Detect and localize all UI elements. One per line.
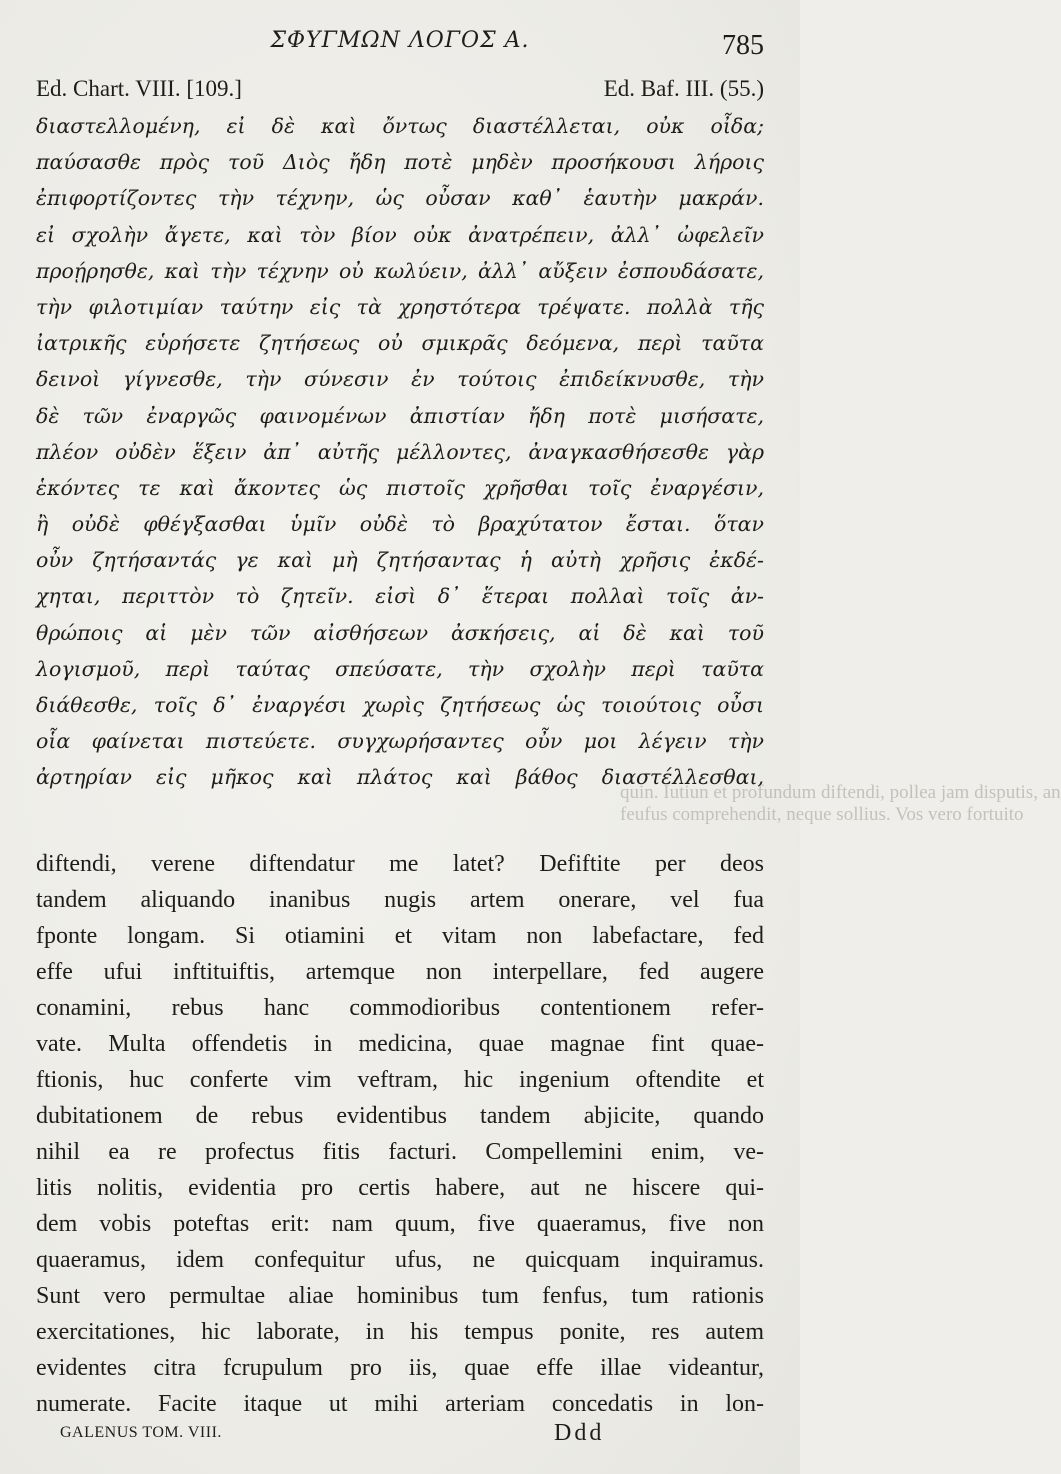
greek-text-line: χηται, περιττὸν τὸ ζητεῖν. εἰσὶ δ᾽ ἕτεραι πολλαὶ τοῖς ἀν- xyxy=(36,584,764,609)
sheet-signature-mark: Ddd xyxy=(554,1420,605,1446)
latin-text-line: dem vobis poteftas erit: nam quum, five quaeramus, five non xyxy=(36,1211,764,1237)
bleed-through-line: quin. Iutiun et profundum diftendi, pollea jam disputis, an xyxy=(620,782,1061,803)
bleed-through-text xyxy=(620,782,1061,826)
latin-text-line: litis nolitis, evidentia pro certis habere, aut ne hiscere qui- xyxy=(36,1175,764,1201)
bleed-through-line: feufus comprehendit, neque sollius. Vos vero fortuito xyxy=(620,804,1024,825)
latin-text-line: quaeramus, idem confequitur ufus, ne quicquam inquiramus. xyxy=(36,1247,764,1273)
greek-text-line: οἷα φαίνεται πιστεύετε. συγχωρήσαντες οὖν μοι λέγειν τὴν xyxy=(36,729,764,754)
greek-text-line: τὴν φιλοτιμίαν ταύτην εἰς τὰ χρηστότερα τρέψατε. πολλὰ τῆς xyxy=(36,294,764,319)
page-footer xyxy=(60,1420,680,1450)
greek-text-line: θρώποις αἱ μὲν τῶν αἰσθήσεων ἀσκήσεις, αἱ δὲ καὶ τοῦ xyxy=(36,620,764,645)
edition-chartier-reference: Ed. Chart. VIII. [109.] xyxy=(36,76,242,101)
greek-text-line: ἑκόντες τε καὶ ἄκοντες ὡς πιστοῖς χρῆσθαι τοῖς ἐναργέσιν, xyxy=(36,475,764,500)
greek-text-line: παύσασθε πρὸς τοῦ Διὸς ἤδη ποτὲ μηδὲν προσήκουσι λήροις xyxy=(36,150,764,175)
latin-text-line: conamini, rebus hanc commodioribus contentionem refer- xyxy=(36,995,764,1021)
latin-text-line: effe ufui inftituiftis, artemque non interpellare, fed augere xyxy=(36,959,764,985)
latin-text-line: exercitationes, hic laborate, in his tempus ponite, res autem xyxy=(36,1319,764,1345)
latin-text-line: tandem aliquando inanibus nugis artem onerare, vel fua xyxy=(36,887,764,913)
greek-text-line: δὲ τῶν ἐναργῶς φαινομένων ἀπιστίαν ἤδη ποτὲ μισήσατε, xyxy=(36,403,764,428)
greek-text-line: πλέον οὐδὲν ἕξειν ἀπ᾽ αὐτῆς μέλλοντες, ἀναγκασθήσεσθε γὰρ xyxy=(36,439,764,464)
latin-translation-block xyxy=(36,846,764,1422)
greek-text-line: προῄρησθε, καὶ τὴν τέχνην οὐ κωλύειν, ἀλλ᾽ αὔξειν ἐσπουδάσατε, xyxy=(36,258,764,283)
latin-text-line: numerate. Facite itaque ut mihi arteriam concedatis in lon- xyxy=(36,1391,764,1417)
greek-text-line: ἰατρικῆς εὑρήσετε ζητήσεως οὐ σμικρᾶς δεόμενα, περὶ ταῦτα xyxy=(36,331,764,356)
volume-signature: GALENUS TOM. VIII. xyxy=(60,1424,222,1441)
greek-text-line: λογισμοῦ, περὶ ταύτας σπεύσατε, τὴν σχολὴν περὶ ταῦτα xyxy=(36,656,764,681)
latin-text-line: vate. Multa offendetis in medicina, quae magnae fint quae- xyxy=(36,1031,764,1057)
latin-text-line: ftionis, huc conferte vim veftram, hic ingenium oftendite et xyxy=(36,1067,764,1093)
latin-text-line: Sunt vero permultae aliae hominibus tum fenfus, tum rationis xyxy=(36,1283,764,1309)
greek-text-line: ἢ οὐδὲ φθέγξασθαι ὑμῖν οὐδὲ τὸ βραχύτατον ἔσται. ὅταν xyxy=(36,512,764,537)
greek-text-line: εἰ σχολὴν ἄγετε, καὶ τὸν βίον οὐκ ἀνατρέπειν, ἀλλ᾽ ὠφελεῖν xyxy=(36,222,764,247)
page-number: 785 xyxy=(722,30,764,61)
latin-text-line: nihil ea re profectus fitis facturi. Compellemini enim, ve- xyxy=(36,1139,764,1165)
greek-text-line: διαστελλομένη, εἰ δὲ καὶ ὄντως διαστέλλεται, οὐκ οἶδα; xyxy=(36,114,764,138)
greek-text-line: διάθεσθε, τοῖς δ᾽ ἐναργέσι χωρὶς ζητήσεως ὡς τοιούτοις οὖσι xyxy=(36,693,764,717)
greek-text-line: ἐπιφορτίζοντες τὴν τέχνην, ὡς οὖσαν καθ᾽ ἑαυτὴν μακράν. xyxy=(36,186,764,211)
latin-text-line: dubitationem de rebus evidentibus tandem abjicite, quando xyxy=(36,1103,764,1129)
latin-text-line: fponte longam. Si otiamini et vitam non labefactare, fed xyxy=(36,923,764,949)
greek-text-line: ἀρτηρίαν εἰς μῆκος καὶ πλάτος καὶ βάθος διαστέλλεσθαι, xyxy=(36,765,764,790)
latin-text-line: diftendi, verene diftendatur me latet? Defiftite per deos xyxy=(36,851,764,877)
latin-text-line: evidentes citra fcrupulum pro iis, quae effe illae videantur, xyxy=(36,1355,764,1381)
edition-basel-reference: Ed. Baf. III. (55.) xyxy=(603,76,764,101)
greek-text-line: δεινοὶ γίγνεσθε, τὴν σύνεσιν ἐν τούτοις ἐπιδείκνυσθε, τὴν xyxy=(36,367,764,392)
greek-text-line: οὖν ζητήσαντάς γε καὶ μὴ ζητήσαντας ἡ αὐτὴ χρῆσις ἐκδέ- xyxy=(36,548,764,573)
running-head: ΣΦΥΓΜΩΝ ΛΟΓΟΣ Α. xyxy=(270,28,530,53)
greek-text-block xyxy=(36,108,764,796)
